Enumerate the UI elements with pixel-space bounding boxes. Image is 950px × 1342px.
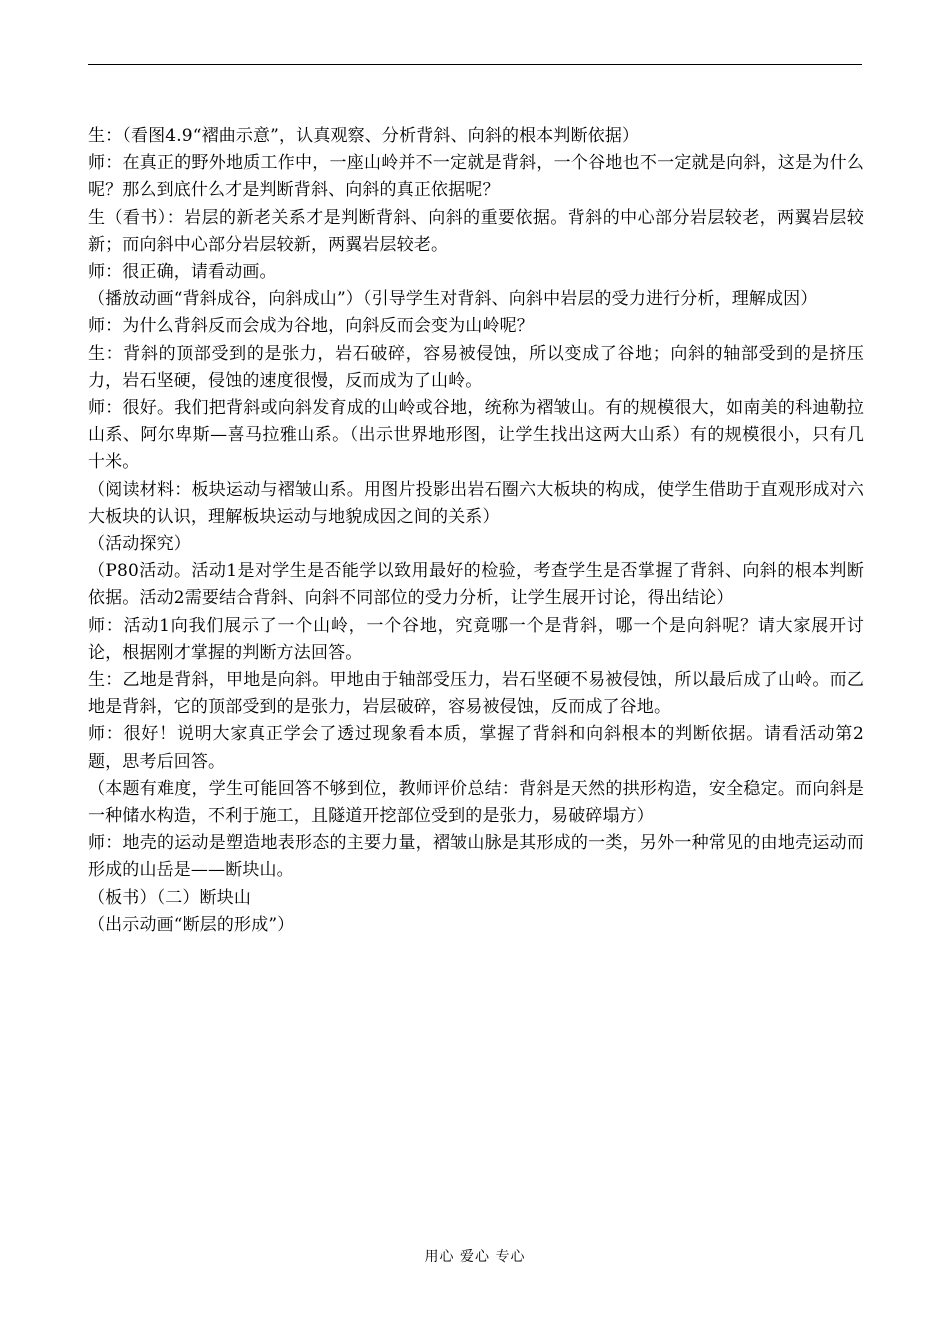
paragraph: （活动探究）: [88, 534, 191, 555]
page-footer: 用心 爱心 专心: [424, 1249, 526, 1265]
header-rule: [88, 64, 862, 65]
paragraph: 师：为什么背斜反而会成为谷地，向斜反而会变为山岭呢？: [88, 316, 534, 337]
paragraph: 生：乙地是背斜，甲地是向斜。甲地由于轴部受压力，岩石坚硬不易被侵蚀，所以最后成了山岭。而乙地是背斜，它的顶部受到的是张力，岩层破碎，容易被侵蚀，反而成了谷地。: [88, 670, 864, 718]
paragraph: 生：（看图4.9“褶曲示意”，认真观察、分析背斜、向斜的根本判断依据）: [88, 126, 640, 146]
paragraph: 师：很好！说明大家真正学会了透过现象看本质，掌握了背斜和向斜根本的判断依据。请看活动第2题，思考后回答。: [88, 724, 864, 772]
paragraph: 师：活动1向我们展示了一个山岭，一个谷地，究竟哪一个是背斜，哪一个是向斜呢？请大家展开讨论，根据刚才掌握的判断方法回答。: [88, 615, 864, 663]
paragraph: （本题有难度，学生可能回答不够到位，教师评价总结：背斜是天然的拱形构造，安全稳定。而向斜是一种储水构造，不利于施工，且隧道开挖部位受到的是张力，易破碎塌方）: [88, 778, 864, 827]
paragraph: 师：地壳的运动是塑造地表形态的主要力量，褶皱山脉是其形成的一类，另外一种常见的由地壳运动而形成的山岳是——断块山。: [88, 833, 864, 881]
paragraph: （出示动画“断层的形成”）: [88, 914, 295, 935]
document-body: [88, 123, 864, 939]
paragraph: （播放动画“背斜成谷，向斜成山”）（引导学生对背斜、向斜中岩层的受力进行分析，理解成因）: [88, 289, 818, 310]
paragraph: 师：很正确，请看动画。: [88, 262, 277, 283]
paragraph: 生：背斜的顶部受到的是张力，岩石破碎，容易被侵蚀，所以变成了谷地；向斜的轴部受到的是挤压力，岩石坚硬，侵蚀的速度很慢，反而成为了山岭。: [88, 343, 864, 391]
paragraph: （板书）（二）断块山: [88, 887, 251, 908]
paragraph: 生（看书）：岩层的新老关系才是判断背斜、向斜的重要依据。背斜的中心部分岩层较老，两翼岩层较新；而向斜中心部分岩层较新，两翼岩层较老。: [88, 207, 864, 255]
paragraph: 师：在真正的野外地质工作中，一座山岭并不一定就是背斜，一个谷地也不一定就是向斜，这是为什么呢？那么到底什么才是判断背斜、向斜的真正依据呢？: [88, 153, 864, 201]
paragraph: （阅读材料：板块运动与褶皱山系。用图片投影出岩石圈六大板块的构成，使学生借助于直观形成对六大板块的认识，理解板块运动与地貌成因之间的关系）: [88, 479, 864, 527]
paragraph: （P80活动。活动1是对学生是否能学以致用最好的检验，考查学生是否掌握了背斜、向斜的根本判断依据。活动2需要结合背斜、向斜不同部位的受力分析，让学生展开讨论，得出结论）: [88, 561, 864, 609]
paragraph: 师：很好。我们把背斜或向斜发育成的山岭或谷地，统称为褶皱山。有的规模很大，如南美的科迪勒拉山系、阿尔卑斯—喜马拉雅山系。（出示世界地形图，让学生找出这两大山系）有的规模很小，只有几十米。: [88, 398, 864, 473]
